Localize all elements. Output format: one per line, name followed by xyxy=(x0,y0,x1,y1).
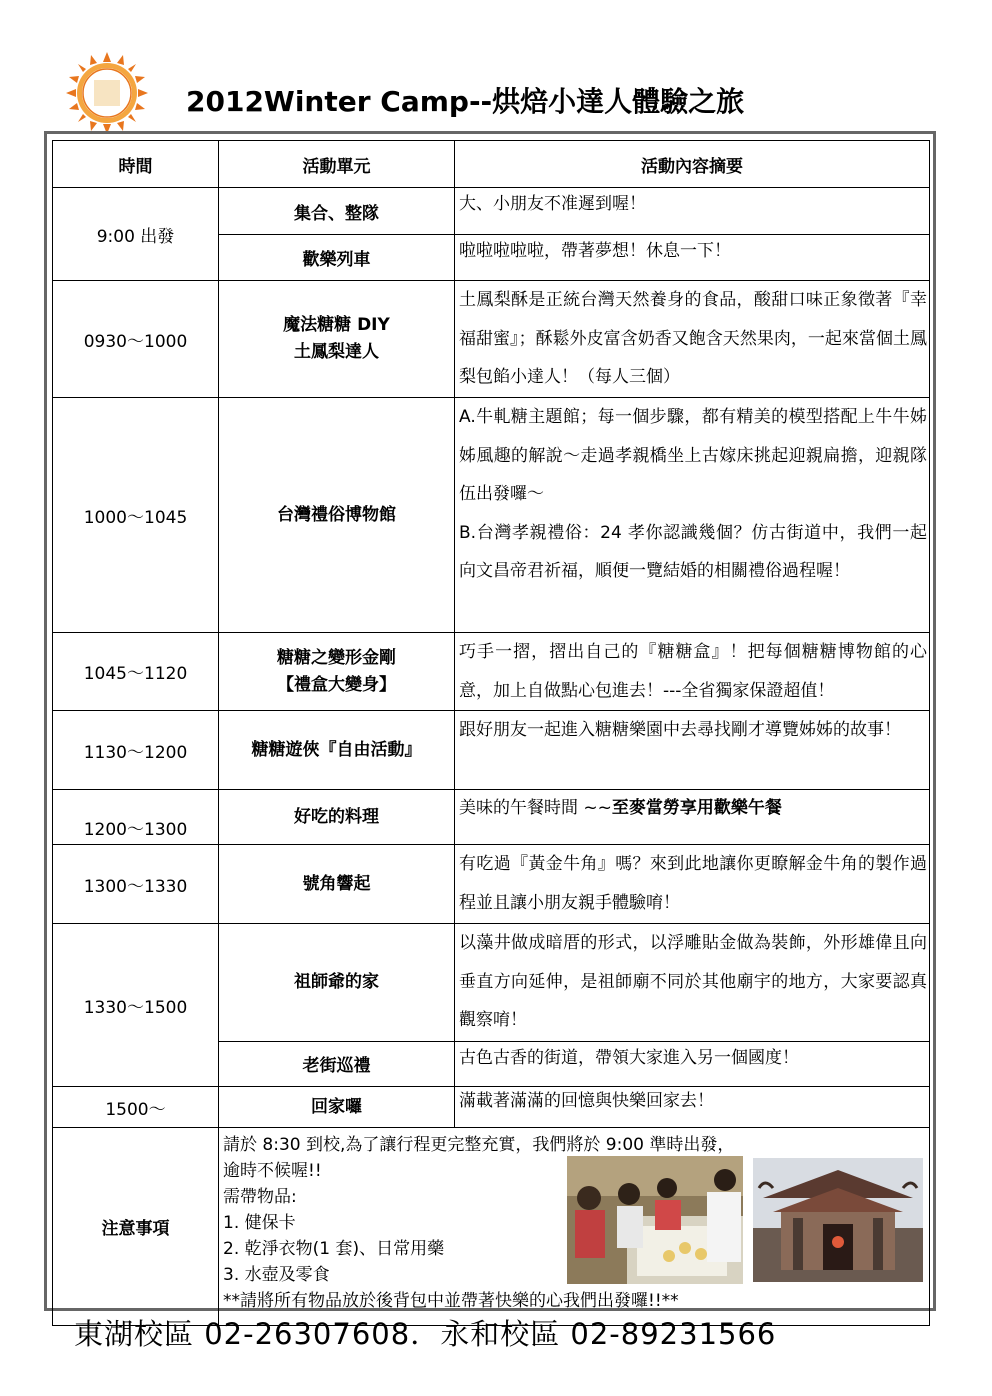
desc-cell: 跟好朋友一起進入糖糖樂園中去尋找剛才導覽姊姊的故事！ xyxy=(455,711,930,790)
table-row xyxy=(53,633,930,711)
unit-cell: 糖糖遊俠『自由活動』 xyxy=(219,711,455,790)
notes-line: 2. 乾淨衣物(1 套)、日常用藥 xyxy=(223,1239,445,1259)
schedule-table xyxy=(52,140,930,1326)
unit-cell xyxy=(219,633,455,711)
desc-cell: 古色古香的街道，帶領大家進入另一個國度！ xyxy=(455,1042,930,1087)
header-time: 時間 xyxy=(53,141,219,188)
time-cell: 0930～1000 xyxy=(53,281,219,398)
table-row xyxy=(53,845,930,924)
unit-cell: 集合、整隊 xyxy=(219,188,455,235)
time-cell: 1500～ xyxy=(53,1087,219,1128)
time-cell: 1045～1120 xyxy=(53,633,219,711)
temple-photo xyxy=(753,1158,923,1282)
time-cell: 1330～1500 xyxy=(53,924,219,1087)
time-cell: 1300～1330 xyxy=(53,845,219,924)
unit-cell: 回家囉 xyxy=(219,1087,455,1128)
desc-cell xyxy=(455,398,930,633)
unit-cell: 老街巡禮 xyxy=(219,1042,455,1087)
desc-paragraph: B.台灣孝親禮俗：24 孝你認識幾個？仿古街道中，我們一起向文昌帝君祈福，順便一覽結婚的相關禮俗過程喔！ xyxy=(459,522,927,581)
notes-line: 請於 8:30 到校,為了讓行程更完整充實，我們將於 9:00 準時出發， xyxy=(223,1135,735,1155)
table-row xyxy=(53,398,930,633)
time-cell: 1000～1045 xyxy=(53,398,219,633)
table-row xyxy=(53,188,930,235)
kids-baking-photo xyxy=(567,1156,743,1284)
sun-logo-icon xyxy=(66,52,148,134)
unit-cell xyxy=(219,281,455,398)
time-cell: 9:00 出發 xyxy=(53,188,219,281)
desc-paragraph: A.牛軋糖主題館；每一個步驟，都有精美的模型搭配上牛牛姊姊風趣的解說～走過孝親橋坐上古嫁床挑起迎親扁擔，迎親隊伍出發囉～ xyxy=(459,407,927,504)
desc-cell: 巧手一摺，摺出自己的『糖糖盒』！把每個糖糖博物館的心意，加上自做點心包進去！---全省獨家保證超值！ xyxy=(455,633,930,711)
desc-cell: 土鳳梨酥是正統台灣天然養身的食品，酸甜口味正象徵著『幸福甜蜜』；酥鬆外皮富含奶香又飽含天然果肉，一起來當個土鳳梨包餡小達人！（每人三個） xyxy=(455,281,930,398)
page-title: 2012Winter Camp--烘焙小達人體驗之旅 xyxy=(186,85,745,118)
notes-line: 逾時不候喔!! xyxy=(223,1161,322,1181)
table-row xyxy=(53,1087,930,1128)
notes-label: 注意事項 xyxy=(53,1128,219,1326)
notes-cell xyxy=(219,1128,930,1326)
table-row xyxy=(53,924,930,1042)
desc-cell: 滿載著滿滿的回憶與快樂回家去！ xyxy=(455,1087,930,1128)
desc-cell xyxy=(455,790,930,845)
table-row xyxy=(53,790,930,845)
desc-cell: 以藻井做成暗厝的形式，以浮雕貼金做為裝飾，外形雄偉且向垂直方向延伸，是祖師廟不同於其他廟宇的地方，大家要認真觀察唷！ xyxy=(455,924,930,1042)
desc-cell: 啦啦啦啦啦，帶著夢想！休息一下！ xyxy=(455,235,930,281)
header-unit: 活動單元 xyxy=(219,141,455,188)
unit-cell: 祖師爺的家 xyxy=(219,924,455,1042)
desc-text-bold: 至麥當勞享用歡樂午餐 xyxy=(611,798,782,818)
header-desc: 活動內容摘要 xyxy=(455,141,930,188)
footer-contact: 東湖校區 02-26307608．永和校區 02-89231566 xyxy=(74,1317,777,1351)
unit-cell: 好吃的料理 xyxy=(219,790,455,845)
time-cell: 1130～1200 xyxy=(53,711,219,790)
unit-line: 土鳳梨達人 xyxy=(294,342,379,362)
time-cell: 1200～1300 xyxy=(53,790,219,845)
notes-line: 1. 健保卡 xyxy=(223,1213,296,1233)
table-row xyxy=(53,281,930,398)
unit-cell: 號角響起 xyxy=(219,845,455,924)
notes-line: 3. 水壺及零食 xyxy=(223,1265,330,1285)
notes-row xyxy=(53,1128,930,1326)
unit-line: 糖糖之變形金剛 xyxy=(277,647,396,668)
unit-cell: 歡樂列車 xyxy=(219,235,455,281)
notes-line: 需帶物品: xyxy=(223,1187,297,1207)
table-row xyxy=(53,711,930,790)
notes-line: **請將所有物品放於後背包中並帶著快樂的心我們出發囉!!** xyxy=(223,1291,679,1311)
unit-line: 魔法糖糖 DIY xyxy=(283,315,390,335)
table-header-row xyxy=(53,141,930,188)
desc-cell: 大、小朋友不准遲到喔！ xyxy=(455,188,930,235)
unit-cell: 台灣禮俗博物館 xyxy=(219,398,455,633)
desc-text: 美味的午餐時間 ~~ xyxy=(459,798,612,818)
desc-cell: 有吃過『黃金牛角』嗎？來到此地讓你更瞭解金牛角的製作過程並且讓小朋友親手體驗唷！ xyxy=(455,845,930,924)
unit-line: 【禮盒大變身】 xyxy=(277,674,396,695)
